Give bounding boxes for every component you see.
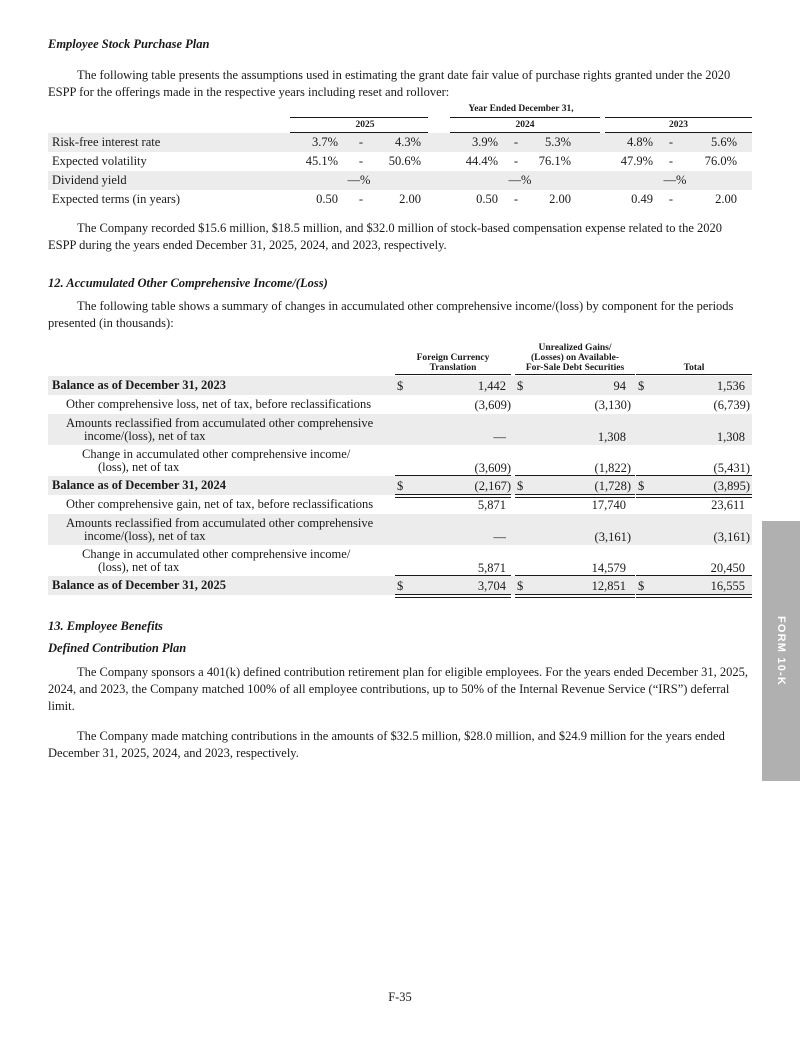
- rule: [515, 374, 635, 375]
- rule: [395, 575, 511, 576]
- currency-symbol: $: [517, 379, 524, 393]
- range-dash: -: [668, 135, 674, 149]
- aoci-row: [48, 514, 752, 545]
- currency-symbol: $: [517, 479, 524, 493]
- defined-contribution-heading: Defined Contribution Plan: [48, 641, 187, 655]
- col-foreign-currency-header: [395, 353, 511, 373]
- aoci-value: (1,728): [594, 479, 631, 493]
- aoci-value: 94: [613, 379, 626, 393]
- espp-row: [48, 190, 752, 209]
- espp-value: —%: [663, 173, 687, 187]
- rule: [515, 494, 635, 498]
- aoci-value: (3,609): [474, 398, 511, 412]
- rule: [515, 594, 635, 598]
- aoci-heading: 12. Accumulated Other Comprehensive Income/(Loss): [48, 276, 328, 290]
- espp-value-high: 76.0%: [704, 154, 737, 168]
- espp-intro: The following table presents the assumptions used in estimating the grant date fair value of purchase rights granted under the 2020 ESPP for the offerings made in the respective years including reset and rollover:: [48, 68, 731, 99]
- aoci-row: [48, 395, 752, 414]
- aoci-value: 20,450: [710, 561, 745, 575]
- espp-row: [48, 133, 752, 152]
- benefits-heading: 13. Employee Benefits: [48, 619, 163, 633]
- benefits-para-1: The Company sponsors a 401(k) defined contribution retirement plan for eligible employees. For the years ended December 31, 2025, 2024, and 2023, the Company matched 100% of all employee contributions, up to 50% of the Internal Revenue Service (“IRS”) deferral limit.: [48, 665, 748, 713]
- aoci-row-label: Balance as of December 31, 2023: [52, 378, 227, 392]
- rule: [395, 594, 511, 598]
- espp-value-high: 5.3%: [544, 135, 571, 149]
- col-total-header: Total: [683, 363, 705, 373]
- aoci-row: [48, 545, 752, 576]
- espp-value-high: 2.00: [715, 192, 737, 206]
- rule: [636, 374, 752, 375]
- rule: [450, 117, 600, 118]
- aoci-value: (6,739): [713, 398, 750, 412]
- aoci-value: (3,161): [713, 530, 750, 544]
- aoci-value: 1,536: [716, 379, 745, 393]
- aoci-value: 5,871: [477, 498, 506, 512]
- year-2023-header: 2023: [669, 120, 688, 130]
- year-ended-header: Year Ended December 31,: [468, 104, 574, 114]
- espp-row-label: Expected volatility: [52, 154, 147, 168]
- currency-symbol: $: [397, 479, 404, 493]
- aoci-row: [48, 445, 752, 476]
- range-dash: -: [513, 192, 519, 206]
- currency-symbol: $: [638, 479, 645, 493]
- aoci-row-label: Other comprehensive gain, net of tax, before reclassifications: [66, 497, 374, 511]
- aoci-value: 12,851: [591, 579, 626, 593]
- rule: [636, 475, 752, 476]
- espp-value-low: 47.9%: [620, 154, 653, 168]
- range-dash: -: [668, 154, 674, 168]
- aoci-row-label: Amounts reclassified from accumulated other comprehensive: [66, 516, 374, 530]
- espp-value-low: 0.49: [631, 192, 653, 206]
- aoci-value: —: [493, 530, 506, 544]
- aoci-value: 14,579: [591, 561, 626, 575]
- aoci-row-label: income/(loss), net of tax: [84, 429, 206, 443]
- espp-row: [48, 171, 752, 190]
- aoci-value: 5,871: [477, 561, 506, 575]
- aoci-row-label: Balance as of December 31, 2025: [52, 578, 227, 592]
- aoci-value: (3,130): [594, 398, 631, 412]
- form-10k-label: FORM 10-K: [775, 615, 787, 687]
- aoci-value: (5,431): [713, 461, 750, 475]
- currency-symbol: $: [638, 579, 645, 593]
- rule: [290, 117, 428, 118]
- year-2024-header: 2024: [515, 120, 535, 130]
- aoci-value: (3,161): [594, 530, 631, 544]
- rule: [395, 374, 511, 375]
- rule: [515, 575, 635, 576]
- currency-symbol: $: [397, 379, 404, 393]
- aoci-row-label: Change in accumulated other comprehensive income/: [82, 547, 351, 561]
- aoci-intro: The following table shows a summary of changes in accumulated other comprehensive income/(loss) by component for the periods presented (in thousands):: [48, 299, 734, 330]
- aoci-value: (3,609): [474, 461, 511, 475]
- espp-row-label: Risk-free interest rate: [52, 135, 161, 149]
- col-header-line: (Losses) on Available-: [531, 353, 619, 363]
- espp-value-low: 3.7%: [311, 135, 338, 149]
- aoci-value: 23,611: [711, 498, 745, 512]
- aoci-row-label: Balance as of December 31, 2024: [52, 478, 227, 492]
- aoci-row-label: (loss), net of tax: [98, 460, 180, 474]
- aoci-value: 1,442: [477, 379, 506, 393]
- range-dash: -: [358, 135, 364, 149]
- aoci-value: (2,167): [474, 479, 511, 493]
- col-header-line: For-Sale Debt Securities: [525, 363, 625, 373]
- aoci-row: [48, 476, 752, 495]
- espp-value-low: 4.8%: [626, 135, 653, 149]
- rule: [605, 117, 752, 118]
- page-number: F-35: [388, 990, 412, 1004]
- aoci-row-label: income/(loss), net of tax: [84, 529, 206, 543]
- espp-row: [48, 152, 752, 171]
- aoci-value: 1,308: [716, 430, 745, 444]
- year-2025-header: 2025: [355, 120, 375, 130]
- aoci-row: [48, 376, 752, 395]
- range-dash: -: [513, 154, 519, 168]
- col-header-line: Unrealized Gains/: [538, 343, 612, 353]
- rule: [515, 475, 635, 476]
- aoci-row-label: Amounts reclassified from accumulated other comprehensive: [66, 416, 374, 430]
- range-dash: -: [668, 192, 674, 206]
- espp-value-low: 0.50: [476, 192, 498, 206]
- currency-symbol: $: [517, 579, 524, 593]
- aoci-value: 17,740: [591, 498, 626, 512]
- form-10k-tab: [762, 521, 800, 781]
- aoci-value: 1,308: [597, 430, 626, 444]
- aoci-row-label: Other comprehensive loss, net of tax, before reclassifications: [66, 397, 372, 411]
- col-header-line: Foreign Currency: [416, 353, 490, 363]
- espp-value-low: 3.9%: [471, 135, 498, 149]
- espp-heading: Employee Stock Purchase Plan: [48, 37, 210, 51]
- aoci-row-label: Change in accumulated other comprehensive income/: [82, 447, 351, 461]
- aoci-row: [48, 414, 752, 445]
- aoci-row: [48, 576, 752, 595]
- range-dash: -: [513, 135, 519, 149]
- rule: [395, 475, 511, 476]
- espp-value-low: 44.4%: [465, 154, 498, 168]
- aoci-value: —: [493, 430, 506, 444]
- espp-value-low: 0.50: [316, 192, 338, 206]
- currency-symbol: $: [397, 579, 404, 593]
- espp-value-low: 45.1%: [305, 154, 338, 168]
- aoci-value: (3,895): [713, 479, 750, 493]
- aoci-value: 3,704: [477, 579, 506, 593]
- rule: [636, 494, 752, 498]
- aoci-value: (1,822): [594, 461, 631, 475]
- espp-row-label: Dividend yield: [52, 173, 127, 187]
- espp-value-high: 5.6%: [710, 135, 737, 149]
- espp-row-label: Expected terms (in years): [52, 192, 181, 206]
- col-header-line: Translation: [429, 363, 477, 373]
- rule: [395, 494, 511, 498]
- espp-value-high: 2.00: [399, 192, 421, 206]
- aoci-value: 16,555: [710, 579, 745, 593]
- range-dash: -: [358, 154, 364, 168]
- espp-note: The Company recorded $15.6 million, $18.5 million, and $32.0 million of stock-based compensation expense related to the 2020 ESPP during the years ended December 31, 2025, 2024, and 2023, respectively.: [48, 221, 723, 252]
- espp-value-high: 76.1%: [538, 154, 571, 168]
- benefits-para-2: The Company made matching contributions in the amounts of $32.5 million, $28.0 million, and $24.9 million for the years ended December 31, 2025, 2024, and 2023, respectively.: [48, 729, 725, 760]
- aoci-row-label: (loss), net of tax: [98, 560, 180, 574]
- espp-value: —%: [347, 173, 371, 187]
- rule: [636, 575, 752, 576]
- currency-symbol: $: [638, 379, 645, 393]
- espp-value-high: 50.6%: [388, 154, 421, 168]
- espp-value-high: 4.3%: [394, 135, 421, 149]
- col-unrealized-header: [515, 343, 635, 373]
- rule: [636, 594, 752, 598]
- range-dash: -: [358, 192, 364, 206]
- espp-value: —%: [508, 173, 532, 187]
- espp-value-high: 2.00: [549, 192, 571, 206]
